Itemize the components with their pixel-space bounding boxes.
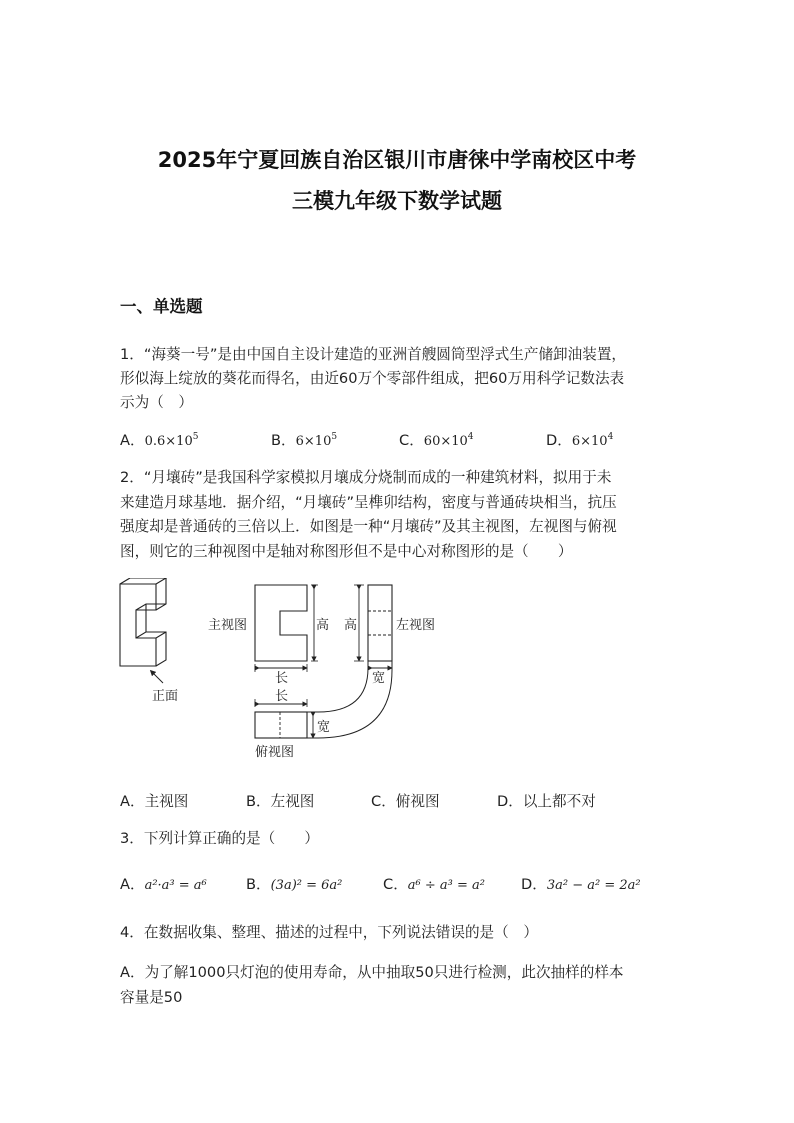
q3-option-b-letter: B． bbox=[246, 876, 271, 893]
q2-stem-line1: 2．“月壤砖”是我国科学家模拟月壤成分烧制而成的一种建筑材料，拟用于未 bbox=[120, 469, 612, 486]
exam-title-line1: 2025年宁夏回族自治区银川市唐徕中学南校区中考 bbox=[157, 148, 637, 172]
brick-3d-drawing bbox=[120, 578, 166, 666]
q1-stem-line3: 示为（ ） bbox=[120, 394, 193, 411]
q2-option-b[interactable]: B．左视图 bbox=[246, 793, 315, 810]
top-view-label: 俯视图 bbox=[255, 745, 295, 760]
q3-option-c[interactable] bbox=[383, 873, 485, 894]
q3-option-b-expr: (3a)² = 6a² bbox=[270, 878, 343, 893]
q1-stem-line1: 1．“海葵一号”是由中国自主设计建造的亚洲首艘圆筒型浮式生产储卸油装置， bbox=[120, 346, 627, 363]
q1-option-c[interactable] bbox=[399, 429, 474, 450]
q2-stem-line2: 来建造月球基地．据介绍，“月壤砖”呈榫卯结构，密度与普通砖块相当，抗压 bbox=[120, 494, 617, 511]
front-label: 正面 bbox=[152, 689, 179, 704]
q1-option-b-times: × bbox=[303, 434, 315, 449]
q1-option-a-exp: 5 bbox=[192, 432, 199, 442]
projection-arc bbox=[306, 661, 368, 712]
q1-option-a-letter: A． bbox=[120, 432, 145, 449]
q1-option-b-coef: 6 bbox=[295, 434, 304, 449]
front-arrow bbox=[152, 672, 163, 683]
q1-option-b-letter: B． bbox=[271, 432, 296, 449]
main-height-label: 高 bbox=[316, 618, 330, 633]
q2-stem-line3: 强度却是普通砖的三倍以上．如图是一种“月壤砖”及其主视图，左视图与俯视 bbox=[120, 518, 617, 535]
q2-option-c[interactable]: C．俯视图 bbox=[371, 793, 440, 810]
left-width-label: 宽 bbox=[372, 671, 386, 686]
left-view-label: 左视图 bbox=[396, 618, 436, 633]
q4-option-a-line2[interactable]: 容量是50 bbox=[120, 989, 183, 1006]
q2-option-a[interactable]: A．主视图 bbox=[120, 793, 189, 810]
q1-option-d-exp: 4 bbox=[607, 432, 614, 442]
q1-option-c-letter: C． bbox=[399, 432, 424, 449]
exam-title-line2: 三模九年级下数学试题 bbox=[292, 189, 502, 213]
q3-option-a-letter: A． bbox=[120, 876, 145, 893]
q1-option-c-base: 10 bbox=[451, 434, 468, 449]
main-view-label: 主视图 bbox=[208, 618, 248, 633]
top-length-label: 长 bbox=[275, 689, 289, 704]
top-view-shape bbox=[255, 712, 307, 738]
q3-option-d[interactable] bbox=[521, 873, 641, 894]
q1-option-c-times: × bbox=[440, 434, 452, 449]
q3-option-a[interactable] bbox=[120, 873, 207, 894]
q1-option-d-letter: D． bbox=[546, 432, 572, 449]
q2-stem-line4: 图，则它的三种视图中是轴对称图形但不是中心对称图形的是（ ） bbox=[120, 543, 573, 560]
q3-stem: 3．下列计算正确的是（ ） bbox=[120, 830, 320, 847]
q3-option-a-expr: a²·a³ = a⁶ bbox=[144, 878, 207, 893]
main-length-label: 长 bbox=[275, 671, 289, 686]
q1-option-d-base: 10 bbox=[591, 434, 608, 449]
moon-brick-three-views-figure bbox=[118, 578, 448, 768]
section-heading-single-choice: 一、单选题 bbox=[120, 297, 203, 316]
q1-option-d[interactable] bbox=[546, 429, 613, 450]
q4-option-a-line1[interactable]: A．为了解1000只灯泡的使用寿命，从中抽取50只进行检测，此次抽样的样本 bbox=[120, 964, 624, 981]
q1-option-a-coef: 0.6 bbox=[144, 434, 166, 449]
q1-option-b-exp: 5 bbox=[331, 432, 338, 442]
top-width-label: 宽 bbox=[317, 720, 331, 735]
q1-option-b-base: 10 bbox=[314, 434, 332, 449]
q3-option-b[interactable] bbox=[246, 873, 342, 894]
q1-stem-line2: 形似海上绽放的葵花而得名，由近60万个零部件组成，把60万用科学记数法表 bbox=[120, 370, 625, 387]
q1-option-d-times: × bbox=[580, 434, 592, 449]
q3-option-c-letter: C． bbox=[383, 876, 408, 893]
q1-option-a[interactable] bbox=[120, 429, 198, 450]
q1-option-c-coef: 60 bbox=[423, 434, 441, 449]
q1-option-c-exp: 4 bbox=[467, 432, 474, 442]
left-height-label: 高 bbox=[344, 618, 358, 633]
q4-stem: 4．在数据收集、整理、描述的过程中，下列说法错误的是（ ） bbox=[120, 924, 538, 941]
left-view-shape bbox=[368, 585, 392, 661]
q1-option-d-coef: 6 bbox=[571, 434, 581, 449]
q1-option-a-base: 10 bbox=[176, 434, 193, 449]
q2-option-d[interactable]: D．以上都不对 bbox=[497, 793, 596, 810]
q1-option-b[interactable] bbox=[271, 429, 337, 450]
q1-option-a-times: × bbox=[165, 434, 177, 449]
q3-option-c-expr: a⁶ ÷ a³ = a² bbox=[407, 878, 485, 893]
main-view-shape bbox=[255, 585, 307, 661]
q3-option-d-letter: D． bbox=[521, 876, 547, 893]
q3-option-d-expr: 3a² − a² = 2a² bbox=[546, 878, 641, 893]
